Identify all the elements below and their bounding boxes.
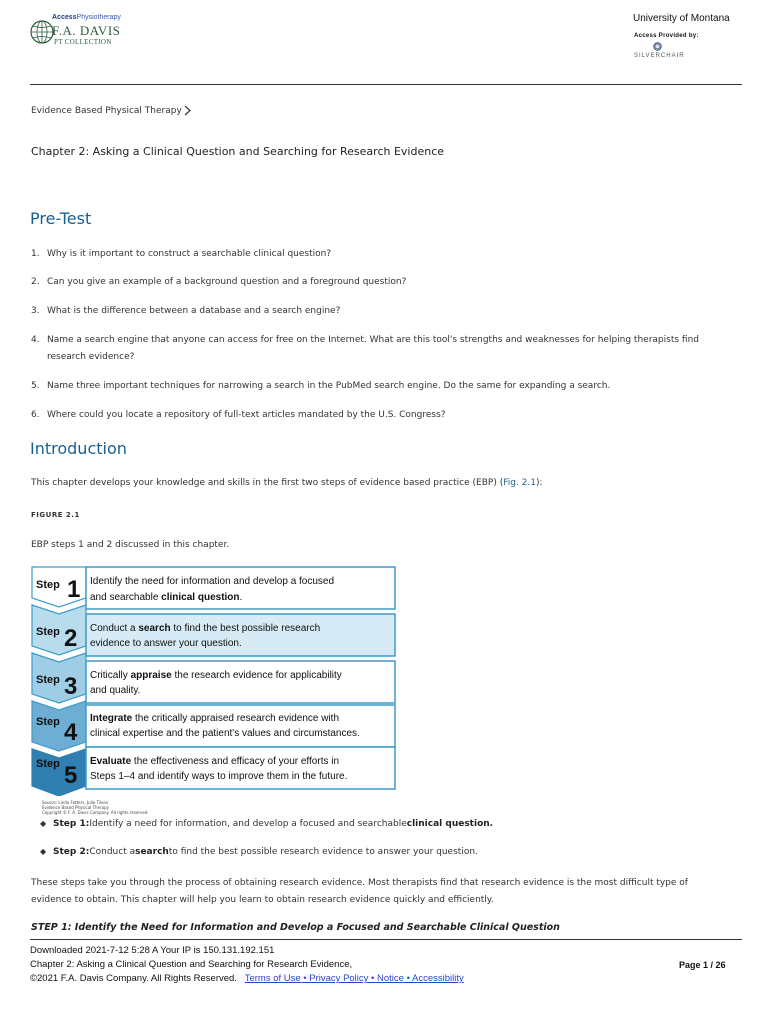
ebp-steps-figure xyxy=(31,564,397,796)
steps-paragraph: These steps take you through the process of obtaining research evidence. Most therapists find that research evidence is the most difficult type of evidence to obtain. This chapter will help you learn to obtain research evidence quickly and efficiently. xyxy=(31,878,688,905)
list-item: 5. Name three important techniques for narrowing a search in the PubMed search engine. Do the same for expanding a search. xyxy=(31,381,611,391)
figure-source: Source: Linda Fetters, Julie Tilson Evidence Based Physical Therapy Copyright © F. A. Davis Company. All rights reserved. xyxy=(42,800,149,815)
step-2-word: Step xyxy=(36,626,60,638)
breadcrumb-book[interactable]: Evidence Based Physical Therapy xyxy=(31,105,182,116)
step-4-box xyxy=(86,705,395,747)
silverchair-logo: SILVERCHAIR xyxy=(634,53,685,59)
footer-copyright-row: ©2021 F.A. Davis Company. All Rights Reserved. Terms of Use • Privacy Policy • Notice • Accessibility xyxy=(30,973,464,984)
silverchair-icon xyxy=(653,42,662,51)
figure-link[interactable]: Fig. 2.1 xyxy=(503,478,536,488)
page-number: Page 1 / 26 xyxy=(679,960,726,970)
introduction-heading: Introduction xyxy=(30,439,127,458)
logo-pt-collection: PT COLLECTION xyxy=(54,38,112,46)
privacy-policy-link[interactable]: Privacy Policy xyxy=(309,973,369,984)
header-divider xyxy=(30,84,742,85)
list-item: ◆ Step 1: Identify a need for information, and develop a focused and searchable clinical question. xyxy=(40,819,494,829)
logo-access: AccessPhysiotherapy xyxy=(52,14,121,21)
step-5-line-2: Steps 1–4 and identify ways to improve them in the future. xyxy=(90,771,348,782)
step-4-number: 4 xyxy=(64,719,78,746)
step-2-line-2: evidence to answer your question. xyxy=(90,638,242,649)
list-item: ◆ Step 2: Conduct a search to find the best possible research evidence to answer your question. xyxy=(40,847,478,857)
step-2-box xyxy=(86,614,395,656)
logo-fa-davis: F.A. DAVIS xyxy=(52,23,121,38)
step-5-word: Step xyxy=(36,758,60,770)
accessibility-link[interactable]: Accessibility xyxy=(412,973,464,984)
list-item: 6. Where could you locate a repository of full-text articles mandated by the U.S. Congress? xyxy=(31,410,446,420)
notice-link[interactable]: Notice xyxy=(377,973,404,984)
step-4-line-1: Integrate the critically appraised research evidence with xyxy=(90,713,340,724)
footer-downloaded: Downloaded 2021-7-12 5:28 A Your IP is 150.131.192.151 xyxy=(30,945,275,956)
list-item: 2. Can you give an example of a background question and a foreground question? xyxy=(31,277,407,287)
step1-subheading: STEP 1: Identify the Need for Information and Develop a Focused and Searchable Clinical Question xyxy=(31,922,560,933)
footer-divider xyxy=(30,939,742,940)
list-item: 1. Why is it important to construct a searchable clinical question? xyxy=(31,249,332,259)
step-5-box xyxy=(86,747,395,789)
pretest-heading: Pre-Test xyxy=(30,209,92,228)
step-1-line-1: Identify the need for information and develop a focused xyxy=(90,576,335,587)
step-3-number: 3 xyxy=(64,673,78,700)
chapter-title: Chapter 2: Asking a Clinical Question and Searching for Research Evidence xyxy=(31,145,445,158)
step-1-line-2: and searchable clinical question. xyxy=(90,592,243,603)
access-provided-label: Access Provided by: xyxy=(634,33,699,39)
list-item: 4. Name a search engine that anyone can access for free on the Internet. What are this tool's strengths and weaknesses for helping therapists find research evidence? xyxy=(31,335,699,362)
step-4-word: Step xyxy=(36,716,60,728)
step-3-box xyxy=(86,661,395,703)
step-2-number: 2 xyxy=(64,625,78,652)
step-2-line-1: Conduct a search to find the best possible research xyxy=(90,623,321,634)
chevron-right-icon xyxy=(184,105,191,116)
step-3-line-2: and quality. xyxy=(90,685,141,696)
step-3-word: Step xyxy=(36,674,60,686)
step-1-word: Step xyxy=(36,579,60,591)
figure-caption: EBP steps 1 and 2 discussed in this chapter. xyxy=(31,540,230,550)
step-3-line-1: Critically appraise the research evidence for applicability xyxy=(90,670,342,681)
terms-of-use-link[interactable]: Terms of Use xyxy=(244,973,301,984)
step-5-chevron xyxy=(32,749,86,796)
step-4-line-2: clinical expertise and the patient's values and circumstances. xyxy=(90,728,360,739)
breadcrumb[interactable] xyxy=(31,105,191,116)
list-item: 3. What is the difference between a database and a search engine? xyxy=(31,306,341,316)
intro-paragraph: This chapter develops your knowledge and skills in the first two steps of evidence based practice (EBP) (Fig. 2.1): xyxy=(31,478,543,488)
step-5-line-1: Evaluate the effectiveness and efficacy of your efforts in xyxy=(90,756,340,767)
step-1-number: 1 xyxy=(67,576,81,603)
footer-chapter: Chapter 2: Asking a Clinical Question and Searching for Research Evidence, xyxy=(30,959,353,970)
footer-copyright: ©2021 F.A. Davis Company. All Rights Reserved. xyxy=(30,973,237,984)
institution-name: University of Montana xyxy=(633,13,730,24)
figure-label: FIGURE 2.1 xyxy=(31,511,80,519)
step-5-number: 5 xyxy=(64,762,78,789)
